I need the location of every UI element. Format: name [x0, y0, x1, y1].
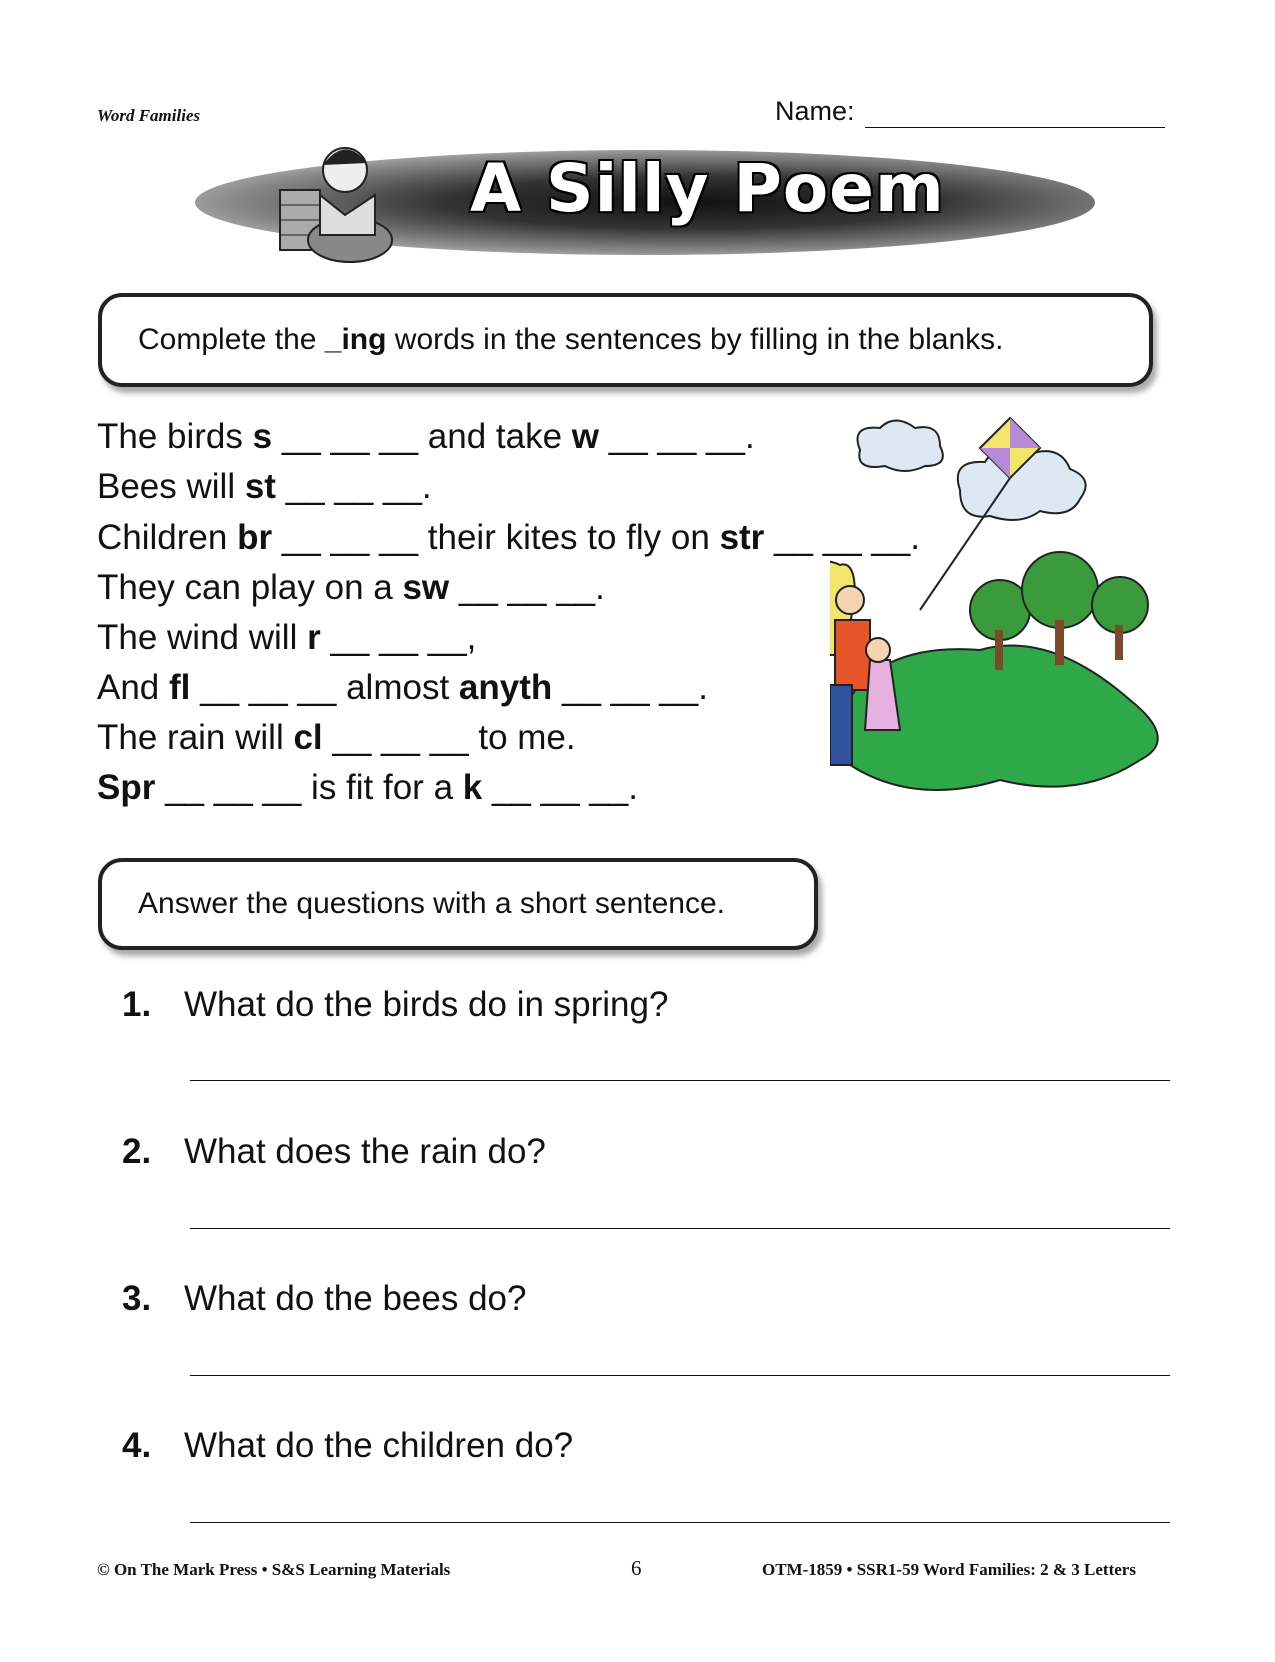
- question-number: 2.: [122, 1132, 152, 1171]
- question-3: [122, 1279, 526, 1319]
- poem-line: [97, 467, 432, 507]
- instruction-text: Answer the questions with a short sentence.: [138, 887, 725, 920]
- word-stem: k: [462, 768, 483, 807]
- poem-text: __ __ __.: [599, 417, 755, 456]
- poem-text: Bees will: [97, 467, 245, 506]
- kite-flying-illustration: [830, 410, 1190, 840]
- word-stem: sw: [402, 568, 450, 607]
- page-number: 6: [631, 1556, 642, 1580]
- poem-text: The birds: [97, 417, 253, 456]
- question-1: [122, 985, 668, 1025]
- word-stem: fl: [169, 668, 191, 707]
- reading-girl-illustration: [275, 135, 415, 265]
- poem-line: [97, 668, 708, 708]
- page-title: A Silly Poem: [470, 150, 945, 227]
- poem-text: __ __ __,: [320, 618, 477, 657]
- answer-line-4[interactable]: [190, 1522, 1170, 1523]
- poem-line: [97, 718, 576, 758]
- word-stem: Spr: [97, 768, 156, 807]
- poem-text: And: [97, 668, 169, 707]
- word-stem: br: [237, 518, 273, 557]
- poem-line: [97, 568, 605, 608]
- word-stem: cl: [293, 718, 323, 757]
- word-stem: str: [719, 518, 765, 557]
- poem-text: __ __ __.: [275, 467, 432, 506]
- poem-text: The wind will: [97, 618, 308, 657]
- question-number: 1.: [122, 985, 152, 1024]
- answer-line-1[interactable]: [190, 1080, 1170, 1081]
- word-stem: r: [307, 618, 321, 657]
- poem-text: __ __ __ almost: [190, 668, 459, 707]
- poem-text: The rain will: [97, 718, 294, 757]
- footer-product-code: OTM-1859 • SSR1-59 Word Families: 2 & 3 Letters: [762, 1560, 1136, 1579]
- question-text: What do the children do?: [184, 1426, 574, 1465]
- poem-line: [97, 618, 476, 658]
- poem-text: __ __ __ their kites to fly on: [272, 518, 720, 557]
- word-stem: s: [252, 417, 273, 456]
- question-text: What do the birds do in spring?: [184, 985, 669, 1024]
- answer-line-2[interactable]: [190, 1228, 1170, 1229]
- question-number: 4.: [122, 1426, 152, 1465]
- footer-copyright: © On The Mark Press • S&S Learning Materials: [97, 1560, 451, 1579]
- question-4: [122, 1426, 573, 1466]
- poem-text: __ __ __ to me.: [322, 718, 576, 757]
- instruction-text: Complete the _ing words in the sentences by filling in the blanks.: [138, 323, 1004, 356]
- poem-text: __ __ __.: [552, 668, 708, 707]
- poem-line: [97, 768, 638, 808]
- poem-text: __ __ __ and take: [272, 417, 572, 456]
- poem-text: __ __ __.: [482, 768, 638, 807]
- word-stem: anyth: [458, 668, 553, 707]
- poem-text: __ __ __.: [764, 518, 921, 557]
- question-2: [122, 1132, 546, 1172]
- name-input-line[interactable]: [865, 127, 1165, 128]
- subject-header: Word Families: [97, 106, 201, 125]
- name-label: Name:: [775, 96, 855, 126]
- word-stem: st: [244, 467, 276, 506]
- instruction-box-fill-blanks: [98, 293, 1153, 387]
- instruction-box-answer: [98, 858, 818, 950]
- poem-text: __ __ __.: [449, 568, 605, 607]
- poem-line: [97, 518, 920, 558]
- poem-text: They can play on a: [97, 568, 403, 607]
- question-text: What do the bees do?: [184, 1279, 527, 1318]
- answer-line-3[interactable]: [190, 1375, 1170, 1376]
- poem-line: [97, 417, 755, 457]
- question-number: 3.: [122, 1279, 152, 1318]
- poem-text: Children: [97, 518, 238, 557]
- poem-text: __ __ __ is fit for a: [155, 768, 463, 807]
- question-text: What does the rain do?: [184, 1132, 546, 1171]
- word-stem: w: [571, 417, 600, 456]
